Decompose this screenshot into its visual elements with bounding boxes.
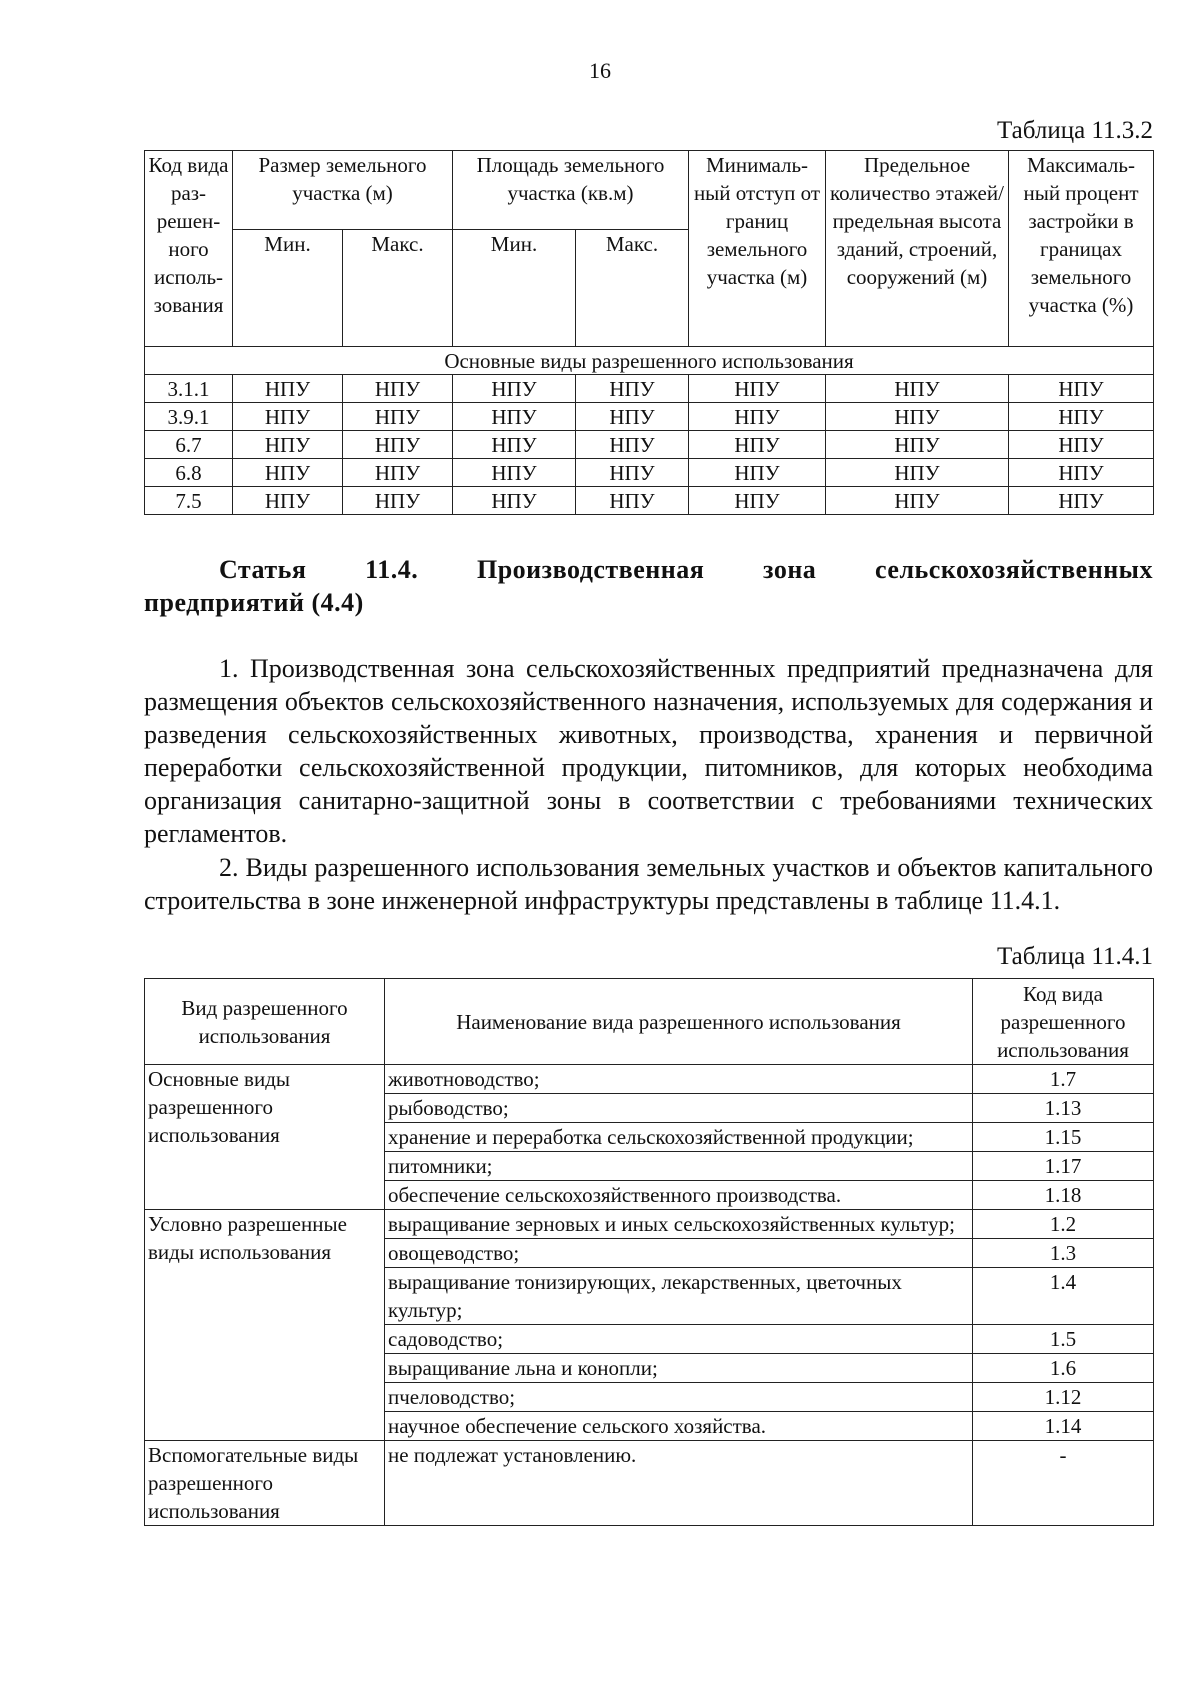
header-min: Мин. xyxy=(453,230,576,347)
paragraph-2: 2. Виды разрешенного использования земельных участков и объектов капитального строительства в зоне инженерной инфраструктуры представлены в таблице 11.4.1. xyxy=(144,853,1153,915)
value-cell: НПУ xyxy=(453,403,576,431)
value-cell: НПУ xyxy=(233,431,343,459)
value-cell: НПУ xyxy=(576,431,689,459)
use-name: рыбоводство; xyxy=(385,1094,973,1123)
use-code: 1.17 xyxy=(973,1152,1154,1181)
use-name: обеспечение сельскохозяйственного производства. xyxy=(385,1181,973,1210)
paragraph-1: 1. Производственная зона сельскохозяйственных предприятий предназначена для размещения объектов сельскохозяйственного назначения, используемых для содержания и разведения сельскохозяйственных животных, производства, хранения и первичной переработки сельскохозяйственной продукции, питомников, для которых необходима организация санитарно-защитной зоны в соответствии с требованиями технических регламентов. xyxy=(144,654,1153,848)
header-area: Площадь земельного участка (кв.м) xyxy=(453,151,689,230)
header-type: Вид разрешенного использования xyxy=(145,979,385,1065)
header-max: Макс. xyxy=(343,230,453,347)
header-percent: Максималь-ный процент застройки в границах земельного участка (%) xyxy=(1009,151,1154,347)
value-cell: НПУ xyxy=(343,403,453,431)
use-name: выращивание зерновых и иных сельскохозяйственных культур; xyxy=(385,1210,973,1239)
table-row xyxy=(145,487,1154,515)
use-name: выращивание тонизирующих, лекарственных, цветочных культур; xyxy=(385,1268,973,1325)
use-name: выращивание льна и конопли; xyxy=(385,1354,973,1383)
value-cell: НПУ xyxy=(453,459,576,487)
use-name: хранение и переработка сельскохозяйственной продукции; xyxy=(385,1123,973,1152)
value-cell: НПУ xyxy=(233,459,343,487)
code-cell: 6.8 xyxy=(145,459,233,487)
value-cell: НПУ xyxy=(453,431,576,459)
header-name: Наименование вида разрешенного использования xyxy=(385,979,973,1065)
value-cell: НПУ xyxy=(576,487,689,515)
table-row xyxy=(145,375,1154,403)
value-cell: НПУ xyxy=(826,375,1009,403)
group-label: Основные виды разрешенного использования xyxy=(145,1065,385,1210)
code-cell: 6.7 xyxy=(145,431,233,459)
use-name: садоводство; xyxy=(385,1325,973,1354)
value-cell: НПУ xyxy=(689,487,826,515)
use-code: - xyxy=(973,1441,1154,1526)
table-row xyxy=(145,1441,1154,1526)
table-caption: Таблица 11.4.1 xyxy=(997,943,1153,970)
article-word: Производственная xyxy=(476,555,705,584)
use-code: 1.14 xyxy=(973,1412,1154,1441)
section-row: Основные виды разрешенного использования xyxy=(145,347,1154,375)
article-word: 11.4. xyxy=(365,555,419,584)
value-cell: НПУ xyxy=(343,375,453,403)
value-cell: НПУ xyxy=(343,431,453,459)
value-cell: НПУ xyxy=(826,431,1009,459)
article-line-2: предприятий (4.4) xyxy=(144,588,364,617)
use-name: овощеводство; xyxy=(385,1239,973,1268)
table-11-3-2 xyxy=(144,150,1154,515)
value-cell: НПУ xyxy=(576,403,689,431)
code-cell: 3.1.1 xyxy=(145,375,233,403)
value-cell: НПУ xyxy=(1009,375,1154,403)
header-code: Код вида разрешенного использования xyxy=(973,979,1154,1065)
table-caption: Таблица 11.3.2 xyxy=(997,117,1153,144)
table-row xyxy=(145,1210,1154,1239)
use-name: научное обеспечение сельского хозяйства. xyxy=(385,1412,973,1441)
value-cell: НПУ xyxy=(1009,487,1154,515)
header-min: Мин. xyxy=(233,230,343,347)
table-11-4-1 xyxy=(144,978,1154,1526)
use-code: 1.7 xyxy=(973,1065,1154,1094)
value-cell: НПУ xyxy=(1009,459,1154,487)
value-cell: НПУ xyxy=(453,375,576,403)
value-cell: НПУ xyxy=(343,487,453,515)
value-cell: НПУ xyxy=(826,487,1009,515)
header-max: Макс. xyxy=(576,230,689,347)
value-cell: НПУ xyxy=(689,403,826,431)
header-floors: Предельное количество этажей/ предельная высота зданий, строений, сооружений (м) xyxy=(826,151,1009,347)
use-name: не подлежат установлению. xyxy=(385,1441,973,1526)
value-cell: НПУ xyxy=(233,403,343,431)
header-offset: Минималь-ный отступ от границ земельного участка (м) xyxy=(689,151,826,347)
value-cell: НПУ xyxy=(1009,403,1154,431)
header-code: Код вида раз-решен-ного исполь-зования xyxy=(145,151,233,347)
article-word: сельскохозяйственных xyxy=(875,555,1153,584)
value-cell: НПУ xyxy=(689,459,826,487)
article-word: Статья xyxy=(219,555,307,584)
use-code: 1.2 xyxy=(973,1210,1154,1239)
code-cell: 7.5 xyxy=(145,487,233,515)
article-word: зона xyxy=(763,555,817,584)
use-name: животноводство; xyxy=(385,1065,973,1094)
use-name: питомники; xyxy=(385,1152,973,1181)
use-code: 1.18 xyxy=(973,1181,1154,1210)
use-code: 1.12 xyxy=(973,1383,1154,1412)
table-row xyxy=(145,1065,1154,1094)
use-code: 1.4 xyxy=(973,1268,1154,1325)
value-cell: НПУ xyxy=(343,459,453,487)
value-cell: НПУ xyxy=(233,487,343,515)
group-label: Вспомогательные виды разрешенного использования xyxy=(145,1441,385,1526)
value-cell: НПУ xyxy=(1009,431,1154,459)
value-cell: НПУ xyxy=(826,459,1009,487)
table-row xyxy=(145,403,1154,431)
value-cell: НПУ xyxy=(453,487,576,515)
group-label: Условно разрешенные виды использования xyxy=(145,1210,385,1441)
value-cell: НПУ xyxy=(826,403,1009,431)
value-cell: НПУ xyxy=(576,375,689,403)
article-heading xyxy=(144,553,1153,619)
use-code: 1.5 xyxy=(973,1325,1154,1354)
value-cell: НПУ xyxy=(576,459,689,487)
value-cell: НПУ xyxy=(233,375,343,403)
use-code: 1.3 xyxy=(973,1239,1154,1268)
use-name: пчеловодство; xyxy=(385,1383,973,1412)
table-row xyxy=(145,459,1154,487)
use-code: 1.6 xyxy=(973,1354,1154,1383)
value-cell: НПУ xyxy=(689,431,826,459)
code-cell: 3.9.1 xyxy=(145,403,233,431)
table-row xyxy=(145,431,1154,459)
use-code: 1.15 xyxy=(973,1123,1154,1152)
use-code: 1.13 xyxy=(973,1094,1154,1123)
header-size: Размер земельного участка (м) xyxy=(233,151,453,230)
page-number: 16 xyxy=(589,58,611,83)
value-cell: НПУ xyxy=(689,375,826,403)
